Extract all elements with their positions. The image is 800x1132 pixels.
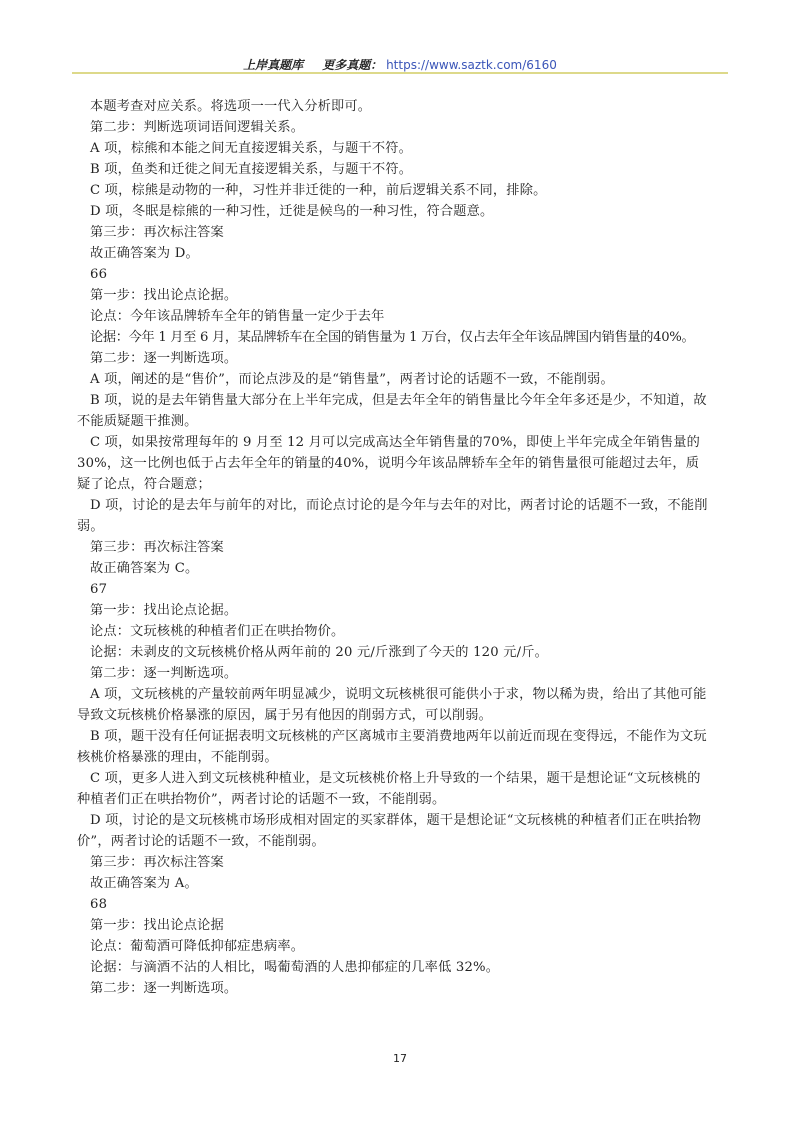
paragraph-text: D 项，讨论的是去年与前年的对比，而论点讨论的是今年与去年的对比，两者讨论的话题不一致，不能削弱。 [77, 498, 708, 534]
text-line: B 项，鱼类和迁徙之间无直接逻辑关系，与题干不符。 [90, 162, 413, 177]
text-line: 第三步：再次标注答案 [90, 225, 224, 240]
text-paragraph [77, 810, 710, 852]
text-line: 第一步：找出论点论据。 [90, 288, 238, 303]
question-number: 68 [90, 897, 108, 912]
paragraph-text: A 项，文玩核桃的产量较前两年明显减少，说明文玩核桃很可能供小于求，物以稀为贵，给出了其他可能导致文玩核桃价格暴涨的原因，属于另有他因的削弱方式，可以削弱。 [77, 687, 707, 723]
text-line: 论据：与滴酒不沾的人相比，喝葡萄酒的人患抑郁症的几率低 32%。 [90, 960, 500, 975]
text-line: 第三步：再次标注答案 [90, 855, 224, 870]
more-label: 更多真题： [322, 58, 383, 72]
text-line: 论据：未剥皮的文玩核桃价格从两年前的 20 元/斤涨到了今天的 120 元/斤。 [90, 645, 549, 660]
text-line: 第二步：逐一判断选项。 [90, 351, 238, 366]
text-line: 论点：葡萄酒可降低抑郁症患病率。 [90, 939, 305, 954]
text-line: 第二步：逐一判断选项。 [90, 666, 238, 681]
text-line: 故正确答案为 D。 [90, 246, 199, 261]
text-line: 第二步：判断选项词语间逻辑关系。 [90, 120, 305, 135]
text-line: 第一步：找出论点论据。 [90, 603, 238, 618]
paragraph-text: C 项，更多人进入到文玩核桃种植业，是文玩核桃价格上升导致的一个结果，题干是想论证“文玩核桃的种植者们正在哄抬物价”，两者讨论的话题不一致，不能削弱。 [77, 771, 701, 807]
text-line: 第三步：再次标注答案 [90, 540, 224, 555]
site-label: 上岸真题库 [243, 58, 304, 72]
text-line: 论点：文玩核桃的种植者们正在哄抬物价。 [90, 624, 345, 639]
header-rule [72, 72, 728, 74]
paragraph-text: B 项，说的是去年销售量大部分在上半年完成，但是去年全年的销售量比今年全年多还是少，不知道，故不能质疑题干推测。 [77, 393, 707, 429]
text-paragraph [77, 390, 710, 432]
document-body [77, 96, 710, 999]
text-paragraph [77, 432, 710, 495]
text-line: C 项，棕熊是动物的一种，习性并非迁徙的一种，前后逻辑关系不同，排除。 [90, 183, 547, 198]
text-line: 论点：今年该品牌轿车全年的销售量一定少于去年 [90, 309, 385, 324]
text-line: A 项，阐述的是“售价”，而论点涉及的是“销售量”，两者讨论的话题不一致，不能削弱。 [90, 372, 614, 387]
text-line: D 项，冬眠是棕熊的一种习性，迁徙是候鸟的一种习性，符合题意。 [90, 204, 494, 219]
paragraph-text: C 项，如果按常理每年的 9 月至 12 月可以完成高达全年销售量的70%，即使上半年完成全年销售量的30%，这一比例也低于占去年全年的销量的40%，说明今年该品牌轿车全年的销售量很可能超过去年，质疑了论点，符合题意； [77, 435, 701, 492]
text-line: 第一步：找出论点论据 [90, 918, 224, 933]
paragraph-text: B 项，题干没有任何证据表明文玩核桃的产区离城市主要消费地两年以前近而现在变得远，不能作为文玩核桃价格暴涨的理由，不能削弱。 [77, 729, 707, 765]
question-number: 66 [90, 267, 108, 282]
site-link[interactable]: https://www.saztk.com/6160 [386, 58, 557, 72]
text-line: 第二步：逐一判断选项。 [90, 981, 238, 996]
text-line: 故正确答案为 C。 [90, 561, 199, 576]
text-line: 本题考查对应关系。将选项一一代入分析即可。 [90, 99, 372, 114]
text-paragraph [77, 768, 710, 810]
paragraph-text: D 项，讨论的是文玩核桃市场形成相对固定的买家群体，题干是想论证“文玩核桃的种植者们正在哄抬物价”，两者讨论的话题不一致，不能削弱。 [77, 813, 702, 849]
page-header [72, 56, 728, 73]
text-paragraph [77, 684, 710, 726]
text-paragraph [77, 495, 710, 537]
text-line: A 项，棕熊和本能之间无直接逻辑关系，与题干不符。 [90, 141, 413, 156]
text-paragraph [77, 726, 710, 768]
question-number: 67 [90, 582, 108, 597]
page-number: 17 [393, 1052, 407, 1065]
text-line: 故正确答案为 A。 [90, 876, 198, 891]
text-line: 论据：今年 1 月至 6 月，某品牌轿车在全国的销售量为 1 万台，仅占去年全年该品牌国内销售量的40%。 [90, 330, 695, 345]
